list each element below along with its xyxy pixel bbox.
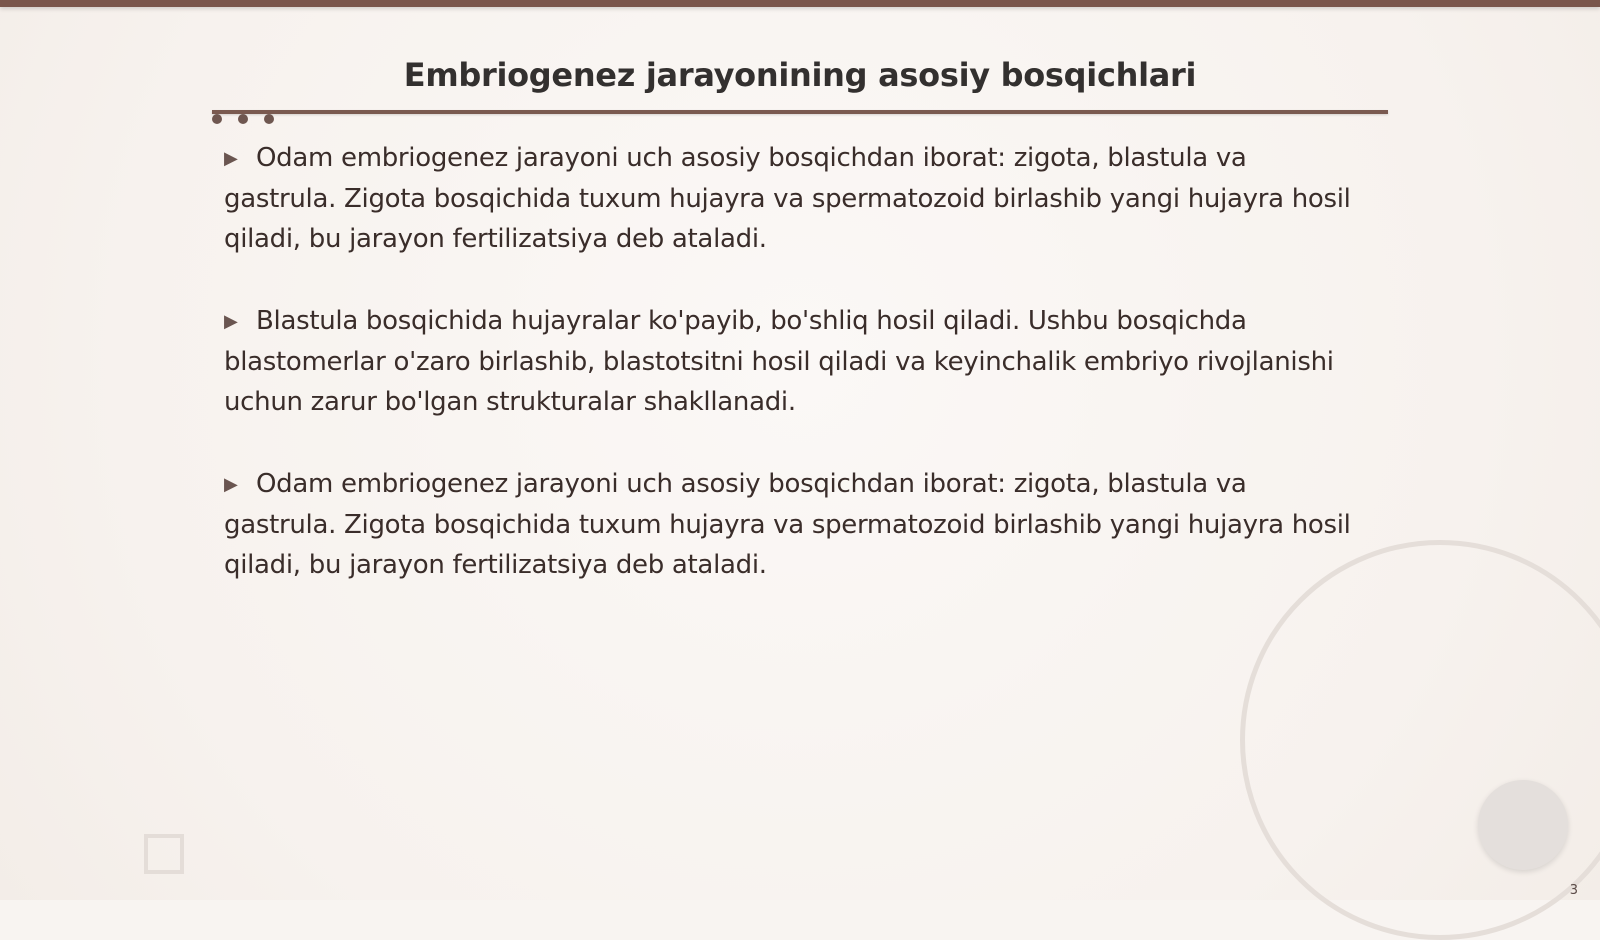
page-number: 3	[1569, 883, 1578, 898]
bullet-paragraph	[224, 301, 1354, 422]
decoration-dot	[264, 114, 274, 124]
decorative-square	[144, 834, 184, 874]
slide-title: Embriogenez jarayonining asosiy bosqichlari	[403, 56, 1197, 94]
slide-body	[224, 138, 1354, 627]
bullet-paragraph	[224, 464, 1354, 585]
top-accent-bar	[0, 0, 1600, 7]
decoration-dot	[212, 114, 222, 124]
decorative-circle	[1478, 780, 1568, 870]
paragraph-text: Odam embriogenez jarayoni uch asosiy bosqichdan iborat: zigota, blastula va gastrula. Zigota bosqichida tuxum hujayra va spermatozoid birlashib yangi hujayra hosil qiladi, bu jarayon fertilizatsiya deb ataladi.	[224, 143, 1351, 254]
paragraph-text: Odam embriogenez jarayoni uch asosiy bosqichdan iborat: zigota, blastula va gastrula. Zigota bosqichida tuxum hujayra va spermatozoid birlashib yangi hujayra hosil qiladi, bu jarayon fertilizatsiya deb ataladi.	[224, 469, 1351, 580]
title-underline	[212, 110, 1388, 114]
paragraph-text: Blastula bosqichida hujayralar ko'payib, bo'shliq hosil qiladi. Ushbu bosqichda blastomerlar o'zaro birlashib, blastotsitni hosil qiladi va keyinchalik embriyo rivojlanishi uchun zarur bo'lgan strukturalar shakllanadi.	[224, 306, 1334, 417]
title-decoration-dots	[212, 114, 282, 126]
bullet-arrow-icon: ▶	[224, 474, 238, 495]
bullet-paragraph	[224, 138, 1354, 259]
bullet-arrow-icon: ▶	[224, 311, 238, 332]
bullet-arrow-icon: ▶	[224, 148, 238, 169]
decoration-dot	[238, 114, 248, 124]
